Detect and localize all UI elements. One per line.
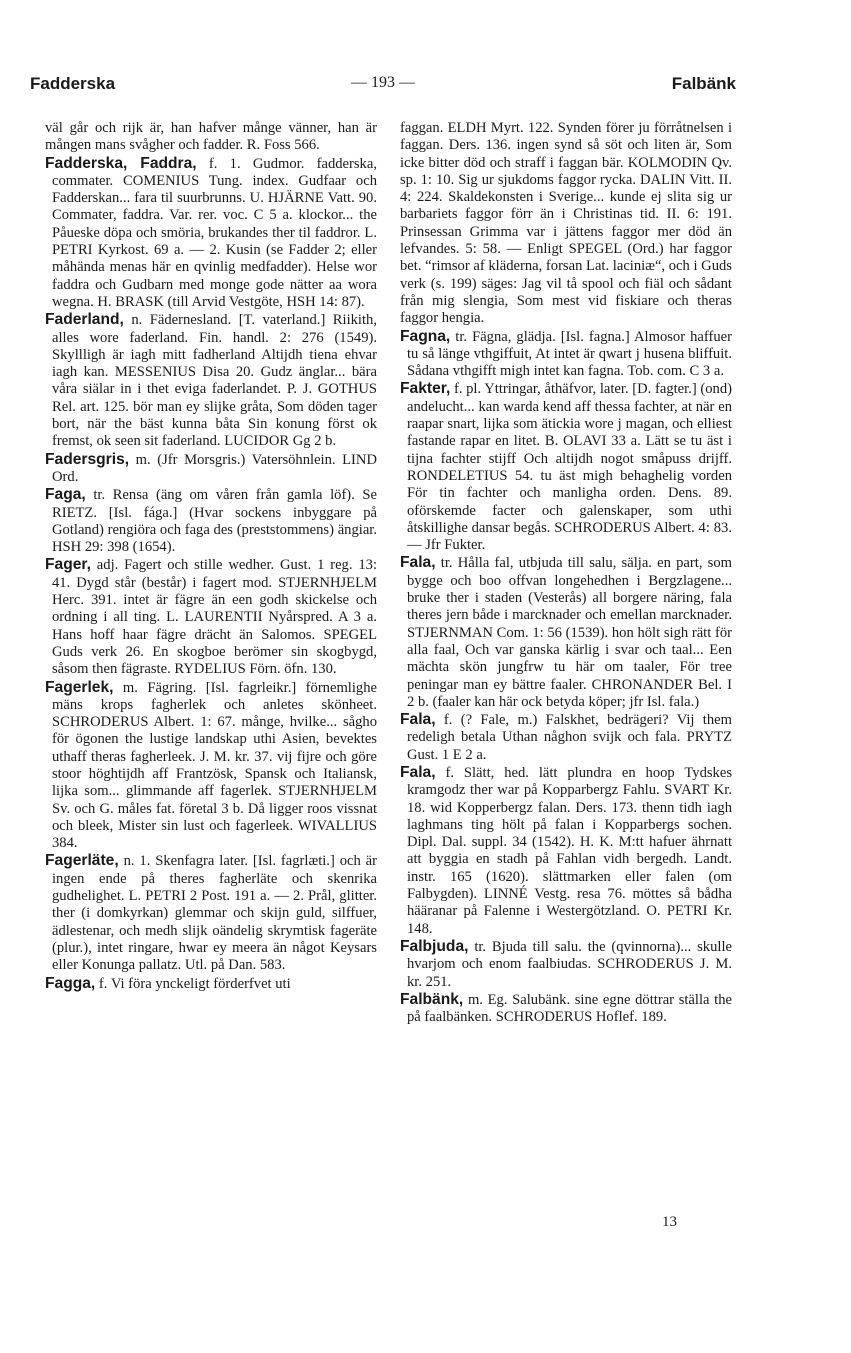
entry-headword: Fagga, [45, 974, 96, 992]
entry-text: f. Slätt, hed. lätt plundra en hoop Tydskes kramgodz ther war på Kopparbergz Fahlu. SVART Kr. 18. wid Kopperbergz falan. Ders. 173. thenn tidh iagh laghmans ting hölt på falan i Kopparbergs sochen. Dipl. Dal. suppl. 34 (1542). H. K. M:tt hafuer ährnatt att byggia en stadh på Fahlan vidh bergedh. Landt. instr. 165 (1620). slättmarken eller falen (om Falbygden). LINNÉ Vestg. resa 76. möttes så bådha hääranar på Falenne i Westergötzland. O. PETRI Kr. 148. [407, 764, 733, 937]
dictionary-entry [45, 155, 377, 312]
entry-text: m. Eg. Salubänk. sine egne döttrar ställa the på faalbänken. SCHRODERUS Hoflef. 189. [407, 991, 732, 1026]
dictionary-entry [400, 120, 732, 328]
entry-text: tr. Hålla fal, utbjuda till salu, sälja. en part, som bygge och boo offvan longehedhen i Bergzlagene... bruke ther i staden (Vesterås) all borgere näring, fala theres jern både i marcknader och emellan marcknader. STJERNMAN Com. 1: 56 (1539). hon hölt sigh rätt för alla faal, Och var ganska kärlig i svar och taal... Een mächta skön jungfrw tu här om taaler, För tree peningar man ey bättre faaler. CHRONANDER Bel. I 2 b. (faaler kan här ock betyda köper; jfr Isl. fala.) [407, 555, 733, 710]
entry-headword: Falbjuda, [400, 937, 469, 955]
entry-text: faggan. ELDH Myrt. 122. Synden förer ju förråtnelsen i faggan. Ders. 136. ingen synd så söt och liten är, Som icke bitter död och straff i faggan bär. KOLMODIN Qv. sp. 1: 10. Sig ur sjukdoms faggor rycka. DALIN Vitt. II. 4: 224. Skaldekonsten i Sverige... kunde ej slita sig ur barbariets faggor förr än i Christinas tid. II. 6: 191. Prinsessan Grimma var i jättens faggor mer död än lefvandes. 5: 58. — Enligt SPEGEL (Ord.) har faggor bet. “rimsor af kläderna, forsan Lat. laciniæ“, och i Guds verk (s. 199) säges: Jag vil tå spool och fiäl och sådant från mig slengia, Som mest vid fiskiare och theras faggor hengia. [400, 120, 732, 327]
dictionary-entry [400, 764, 732, 938]
dictionary-entry [400, 991, 732, 1027]
entry-text: f. 1. Gudmor. fadderska, commater. COMENIUS Tung. index. Gudfaar och Fadderskan... fara til suurbrunns. U. HJÄRNE Vatt. 90. Commater, faddra. Var. rer. voc. C 5 a. klockor... the Påueske döpa och smöria, brukandes ther til faddror. L. PETRI Kyrkost. 69 a. — 2. Kusin (se Fadder 2; eller måhända menas här en qvinlig medfadder). Helse wor faddra och Gudbarn med monge gode nätter aa wora wegna. H. BRASK (till Arvid Vestgöte, HSH 14: 87). [52, 155, 377, 310]
dictionary-entry [45, 311, 377, 450]
dictionary-entry [45, 556, 377, 678]
sheet-signature: 13 [662, 1214, 677, 1230]
entry-text: tr. Bjuda till salu. the (qvinnorna)... skulle hvarjom och enom faalbiudas. SCHRODERUS J. M. kr. 251. [407, 938, 732, 990]
dictionary-entry [400, 328, 732, 381]
running-head-left: Fadderska [30, 74, 116, 93]
entry-text: n. Fädernesland. [T. vaterland.] Riikith, alles wore faderland. Fin. handl. 2: 276 (1549). Skyllligh är iagh mitt fadherland Altijdh tiena ehvar iagh kan. MESSENIUS Disa 20. Gudz änglar... bära våra siälar in i thet eviga faderlandet. P. J. GOTHUS Rel. art. 125. bör man ey slijke gråta, Som döden tager bort, när the bäst kunna båta Sin konung först ok fremst, ok seen sit faderland. LUCIDOR Gg 2 b. [52, 312, 377, 450]
dictionary-entry [400, 554, 732, 711]
entry-text: tr. Rensa (äng om våren från gamla löf). Se RIETZ. [Isl. fága.] (Hvar sockens inbyggare på Gotland) rengiöra och faga des (preststommens) ängiar. HSH 29: 398 (1654). [52, 487, 378, 556]
dictionary-entry [45, 852, 377, 974]
entry-text: f. Vi föra ynckeligt förderfvet uti [98, 975, 291, 992]
entry-text: f. (? Fale, m.) Falskhet, bedrägeri? Vij them redeligh betala Uthan någhon svijk och fala. PRYTZ Gust. 1 E 2 a. [407, 712, 732, 763]
entry-headword: Fagna, [400, 327, 451, 345]
entry-headword: Fala, [400, 711, 436, 729]
entry-headword: Fakter, [400, 380, 451, 398]
entry-text: m. (Jfr Morsgris.) Vatersöhnlein. LIND Ord. [52, 451, 377, 485]
entry-headword: Faga, [45, 486, 86, 504]
right-column [400, 120, 732, 1026]
dictionary-entry [45, 975, 377, 993]
entry-text: m. Fägring. [Isl. fagrleikr.] förnemlighe mäns krops fagherlek och anletes skönheet. SCHRODERUS Albert. 1: 67. månge, hvilke... sågho för ögonen the lustige landskap uthi Asien, bevektes uthaff theras fagherleek. J. M. kr. 37. vij fijre och göre stoor höghtijdh aff Frantzösk, Spansk och Italiansk, lijka som... glimmande aff fagerlek. STJERNHJELM Sv. och G. måles fat. företal 3 b. Då ligger roos vissnat och bleek, Mister sin lust och fagerleek. WIVALLIUS 384. [52, 679, 377, 852]
entry-headword: Falbänk, [400, 990, 464, 1008]
entry-text: n. 1. Skenfagra later. [Isl. fagrlæti.] och är ingen ende på theres fagherläte och skenrika gudhelighet. L. PETRI 2 Post. 191 a. — 2. Prål, glitter. ther (i domkyrkan) glemmar och skijn guld, silffuer, ädlestenar, och medh slijk oändelig skrymtisk fageräte (plur.), intet ringare, hwar ey meera än något Keysars eller Konunga pallatz. Utl. på Dan. 583. [52, 853, 377, 974]
dictionary-entry [400, 711, 732, 764]
entry-headword: Fagerlek, [45, 678, 114, 696]
left-column [45, 120, 377, 993]
dictionary-entry [45, 451, 377, 487]
entry-headword: Fala, [400, 554, 436, 572]
dictionary-entry [45, 486, 377, 556]
dictionary-entry [400, 938, 732, 991]
running-head-right: Falbänk [671, 74, 736, 93]
entry-headword: Fala, [400, 763, 436, 781]
entry-headword: Fadersgris, [45, 450, 130, 468]
page-number: — 193 — [351, 74, 415, 91]
page-header [30, 74, 736, 96]
dictionary-entry [45, 679, 377, 853]
entry-headword: Fadderska, Faddra, [45, 154, 197, 172]
dictionary-entry [45, 120, 377, 155]
entry-text: tr. Fägna, glädja. [Isl. fagna.] Almosor haffuer tu så länge vthgiffuit, At intet är qwart j husena bliffuit. Sådana vthgifft migh intet kan fagna. Tob. com. C 3 a. [407, 328, 732, 380]
dictionary-entry [400, 380, 732, 554]
entry-headword: Fager, [45, 556, 91, 574]
entry-text: f. pl. Yttringar, åthäfvor, later. [D. fagter.] (ond) andelucht... kan warda kend aff thessa fachter, at när en raapar snart, lijka som ätickia wore j magan, och elliest fastande rapar en litet. B. OLAVI 33 a. Lätt se tu äst i tijna fachter stijff Och altijdh nogot småpuss drijff. RONDELETIUS 54. tu äst migh behaghelig vorden För tin fachter och manligha orden. Dens. 89. oförskemde facter och galenskaper, som uthi åtskillighe dansar begås. SCHRODERUS Albert. 4: 83. — Jfr Fukter. [407, 381, 732, 554]
entry-text: adj. Fagert och stille wedher. Gust. 1 reg. 13: 41. Dygd står (består) i fagert mod. STJERNHJELM Herc. 391. intet är fägre än een godh skickelse och ordning i all ting. L. LAURENTII Nyårspred. A 3 a. Hans hoff haar fägre drächt än Salomos. SPEGEL Guds verk 26. En skogboe berömer sin skogbygd, såsom then fägraste. RYDELIUS Förn. öfn. 130. [52, 557, 377, 678]
entry-headword: Fagerläte, [45, 852, 119, 870]
entry-text: väl går och rijk är, han hafver månge vänner, han är mången mans svågher och fadder. R. Foss 566. [45, 120, 377, 154]
entry-headword: Faderland, [45, 311, 124, 329]
